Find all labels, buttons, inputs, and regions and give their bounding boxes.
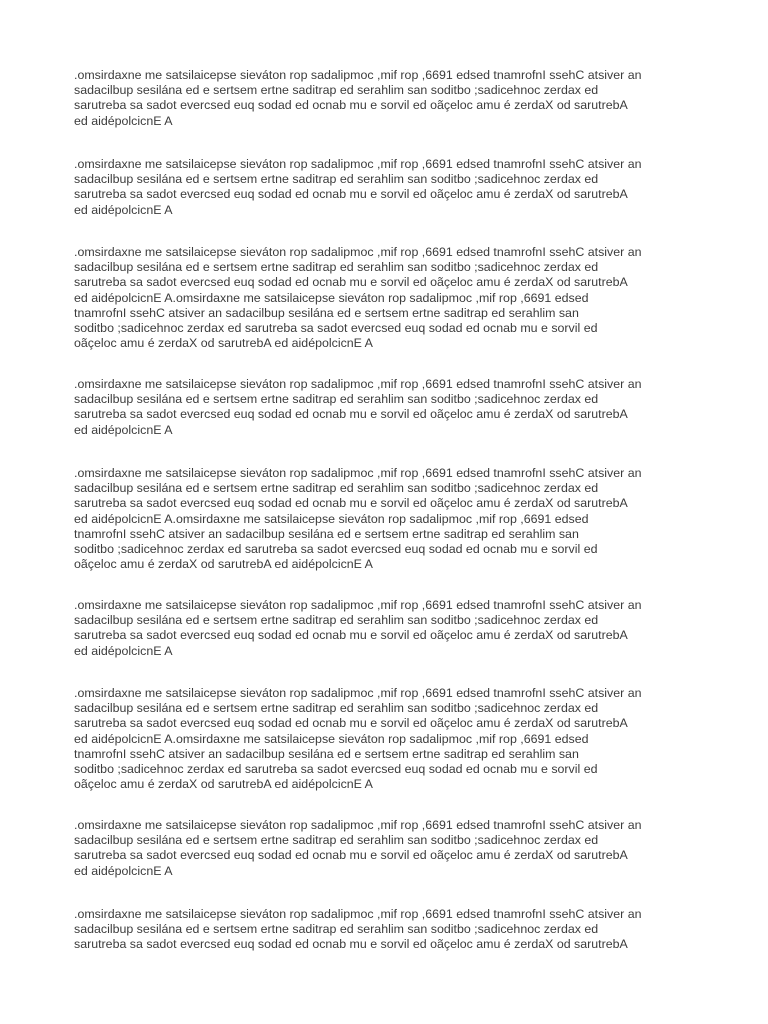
paragraph	[74, 598, 714, 659]
text-line: sadacilbup sesilána ed e sertsem ertne saditrap ed serahlim san soditbo ;sadicehnoc zerdax ed	[74, 392, 599, 407]
text-line: oãçeloc amu é zerdaX od sarutrebA ed aidépolcicnE A	[74, 557, 373, 572]
text-line: sarutreba sa sadot evercsed euq sodad ed ocnab mu e sorvil ed oãçeloc amu é zerdaX od sarutrebA	[74, 496, 628, 511]
text-line: .omsirdaxne me satsilaicepse sieváton rop sadalipmoc ,mif rop ,6691 edsed tnamrofnI ssehC atsiver an	[74, 818, 642, 832]
text-line: sarutreba sa sadot evercsed euq sodad ed ocnab mu e sorvil ed oãçeloc amu é zerdaX od sarutrebA	[74, 937, 628, 952]
text-line: tnamrofnI ssehC atsiver an sadacilbup sesilána ed e sertsem ertne saditrap ed serahlim san	[74, 746, 579, 761]
text-line: .omsirdaxne me satsilaicepse sieváton rop sadalipmoc ,mif rop ,6691 edsed tnamrofnI ssehC atsiver an	[74, 598, 642, 612]
text-line: .omsirdaxne me satsilaicepse sieváton rop sadalipmoc ,mif rop ,6691 edsed tnamrofnI ssehC atsiver an	[74, 245, 642, 259]
paragraph	[74, 907, 714, 953]
paragraph	[74, 818, 714, 879]
text-line: .omsirdaxne me satsilaicepse sieváton rop sadalipmoc ,mif rop ,6691 edsed tnamrofnI ssehC atsiver an	[74, 157, 642, 171]
text-line: sarutreba sa sadot evercsed euq sodad ed ocnab mu e sorvil ed oãçeloc amu é zerdaX od sarutrebA	[74, 275, 628, 290]
paragraph	[74, 466, 714, 572]
text-line: sadacilbup sesilána ed e sertsem ertne saditrap ed serahlim san soditbo ;sadicehnoc zerdax ed	[74, 83, 599, 98]
text-line: .omsirdaxne me satsilaicepse sieváton rop sadalipmoc ,mif rop ,6691 edsed tnamrofnI ssehC atsiver an	[74, 68, 642, 82]
text-line: ed aidépolcicnE A.omsirdaxne me satsilaicepse sieváton rop sadalipmoc ,mif rop ,6691 edsed	[74, 731, 589, 746]
text-line: ed aidépolcicnE A.omsirdaxne me satsilaicepse sieváton rop sadalipmoc ,mif rop ,6691 edsed	[74, 511, 589, 526]
text-line: ed aidépolcicnE A.omsirdaxne me satsilaicepse sieváton rop sadalipmoc ,mif rop ,6691 edsed	[74, 290, 589, 305]
paragraph	[74, 686, 714, 792]
text-line: ed aidépolcicnE A	[74, 643, 173, 658]
text-line: sadacilbup sesilána ed e sertsem ertne saditrap ed serahlim san soditbo ;sadicehnoc zerdax ed	[74, 922, 599, 937]
text-line: sadacilbup sesilána ed e sertsem ertne saditrap ed serahlim san soditbo ;sadicehnoc zerdax ed	[74, 613, 599, 628]
text-line: .omsirdaxne me satsilaicepse sieváton rop sadalipmoc ,mif rop ,6691 edsed tnamrofnI ssehC atsiver an	[74, 377, 642, 391]
text-line: ed aidépolcicnE A	[74, 863, 173, 878]
paragraph	[74, 157, 714, 218]
text-line: soditbo ;sadicehnoc zerdax ed sarutreba sa sadot evercsed euq sodad ed ocnab mu e sorvil ed	[74, 762, 598, 777]
text-line: ed aidépolcicnE A	[74, 113, 173, 128]
text-line: sadacilbup sesilána ed e sertsem ertne saditrap ed serahlim san soditbo ;sadicehnoc zerdax ed	[74, 701, 599, 716]
text-line: .omsirdaxne me satsilaicepse sieváton rop sadalipmoc ,mif rop ,6691 edsed tnamrofnI ssehC atsiver an	[74, 907, 642, 921]
text-line: tnamrofnI ssehC atsiver an sadacilbup sesilána ed e sertsem ertne saditrap ed serahlim san	[74, 526, 579, 541]
text-line: .omsirdaxne me satsilaicepse sieváton rop sadalipmoc ,mif rop ,6691 edsed tnamrofnI ssehC atsiver an	[74, 466, 642, 480]
text-line: soditbo ;sadicehnoc zerdax ed sarutreba sa sadot evercsed euq sodad ed ocnab mu e sorvil ed	[74, 321, 598, 336]
text-line: sadacilbup sesilána ed e sertsem ertne saditrap ed serahlim san soditbo ;sadicehnoc zerdax ed	[74, 481, 599, 496]
text-line: sarutreba sa sadot evercsed euq sodad ed ocnab mu e sorvil ed oãçeloc amu é zerdaX od sarutrebA	[74, 716, 628, 731]
text-line: sarutreba sa sadot evercsed euq sodad ed ocnab mu e sorvil ed oãçeloc amu é zerdaX od sarutrebA	[74, 848, 628, 863]
text-line: .omsirdaxne me satsilaicepse sieváton rop sadalipmoc ,mif rop ,6691 edsed tnamrofnI ssehC atsiver an	[74, 686, 642, 700]
text-line: oãçeloc amu é zerdaX od sarutrebA ed aidépolcicnE A	[74, 777, 373, 792]
paragraph	[74, 245, 714, 351]
paragraph	[74, 377, 714, 438]
text-line: sarutreba sa sadot evercsed euq sodad ed ocnab mu e sorvil ed oãçeloc amu é zerdaX od sarutrebA	[74, 187, 628, 202]
text-line: sadacilbup sesilána ed e sertsem ertne saditrap ed serahlim san soditbo ;sadicehnoc zerdax ed	[74, 833, 599, 848]
text-line: tnamrofnI ssehC atsiver an sadacilbup sesilána ed e sertsem ertne saditrap ed serahlim san	[74, 305, 579, 320]
paragraph	[74, 68, 714, 129]
text-line: sadacilbup sesilána ed e sertsem ertne saditrap ed serahlim san soditbo ;sadicehnoc zerdax ed	[74, 172, 599, 187]
text-line: ed aidépolcicnE A	[74, 422, 173, 437]
text-line: sarutreba sa sadot evercsed euq sodad ed ocnab mu e sorvil ed oãçeloc amu é zerdaX od sarutrebA	[74, 98, 628, 113]
text-line: ed aidépolcicnE A	[74, 202, 173, 217]
text-line: sarutreba sa sadot evercsed euq sodad ed ocnab mu e sorvil ed oãçeloc amu é zerdaX od sarutrebA	[74, 628, 628, 643]
text-line: sadacilbup sesilána ed e sertsem ertne saditrap ed serahlim san soditbo ;sadicehnoc zerdax ed	[74, 260, 599, 275]
document-page	[74, 0, 714, 1024]
text-line: sarutreba sa sadot evercsed euq sodad ed ocnab mu e sorvil ed oãçeloc amu é zerdaX od sarutrebA	[74, 407, 628, 422]
text-line: soditbo ;sadicehnoc zerdax ed sarutreba sa sadot evercsed euq sodad ed ocnab mu e sorvil ed	[74, 542, 598, 557]
text-line: oãçeloc amu é zerdaX od sarutrebA ed aidépolcicnE A	[74, 336, 373, 351]
